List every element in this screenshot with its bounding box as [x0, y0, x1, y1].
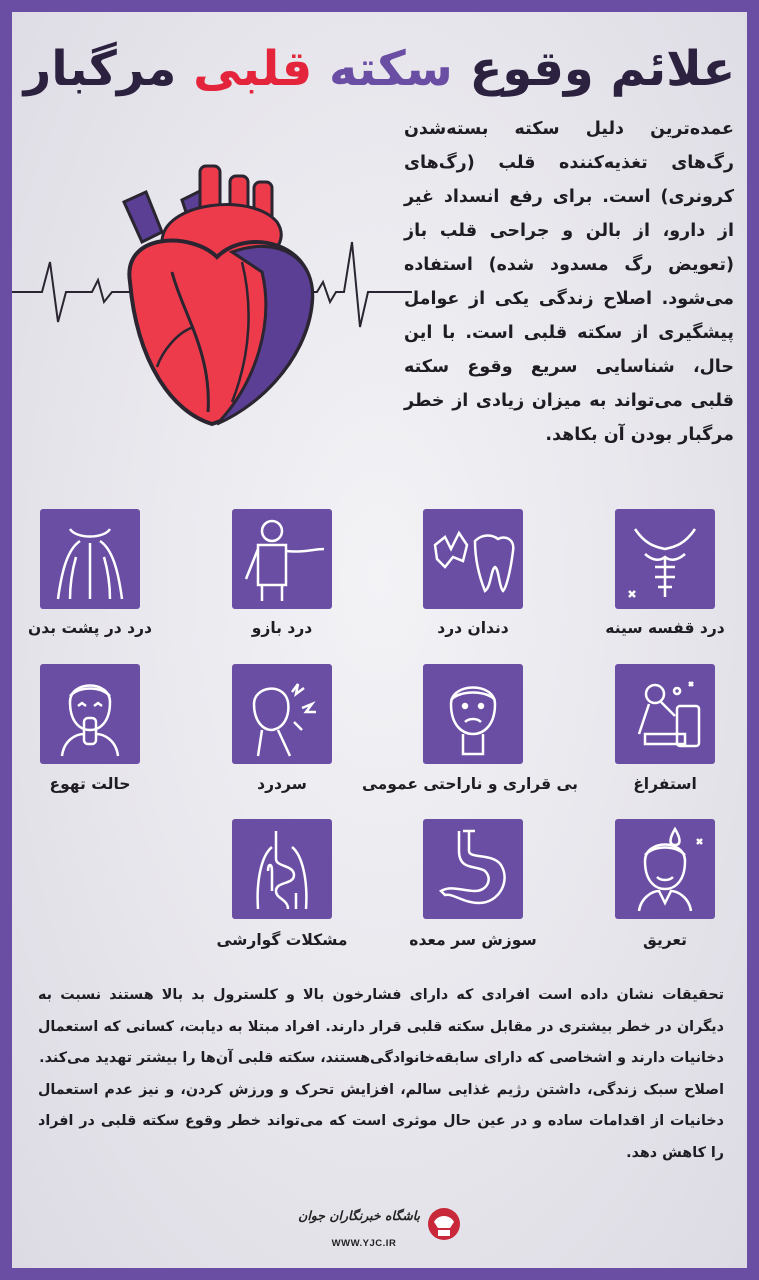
- title-part-3: قلبی: [193, 41, 313, 97]
- symptom-label-sweat: تعریق: [642, 931, 687, 949]
- ecg-line-icon: [12, 262, 130, 322]
- symptom-label-arm: درد بازو: [251, 619, 313, 637]
- arm-icon: [232, 509, 332, 609]
- paragraph-risk-factors: تحقیقات نشان داده است افرادی که دارای فشارخون بالا و کلسترول بد بالا هستند نسبت به دیگران در خطر بیشتری در مقابل سکته قلبی قرار دارند. افراد مبتلا به دیابت، کسانی که استعمال دخانیات دارند و اشخاصی که دارای سابقه‌خانوادگی‌هستند، سکته قلبی آن‌ها را بیشتر تهدید می‌کند.: [38, 987, 724, 1066]
- symptom-label-back: درد در پشت بدن: [28, 619, 152, 637]
- heart-icon: [12, 162, 412, 432]
- symptom-label-digestive: مشکلات گوارشی: [216, 931, 348, 949]
- logo-brand-text: باشگاه خبرنگاران جوان: [298, 1208, 420, 1223]
- symptom-label-restless: بی قراری و ناراحتی عمومی: [362, 775, 578, 793]
- back-icon: [40, 509, 140, 609]
- chest-icon: [615, 509, 715, 609]
- restless-icon: [423, 664, 523, 764]
- symptom-label-tooth: دندان درد: [437, 619, 509, 637]
- heart-illustration: [12, 162, 412, 432]
- symptom-label-headache: سردرد: [257, 775, 307, 793]
- vomit-icon: [615, 664, 715, 764]
- title-part-2: سکته: [329, 41, 453, 97]
- digestive-icon: [232, 819, 332, 919]
- paragraph-lifestyle: اصلاح سبک زندگی، داشتن رژیم غذایی سالم، افزایش تحرک و ورزش کردن، و نیز عدم استعمال دخانیات از اقدامات ساده و در عین حال موثری است که می‌تواند خطر وقوع سکته قلبی در افراد را کاهش دهد.: [38, 1081, 724, 1161]
- sweat-icon: [615, 819, 715, 919]
- stomach-icon: [423, 819, 523, 919]
- intro-paragraph: عمده‌ترین دلیل سکته بسته‌شدن رگ‌های تغذیه‌کننده قلب (رگ‌های کرونری) است. برای رفع انسداد غیر از دارو، از بالن و جراحی قلب باز (تعویض رگ مسدود شده) استفاده می‌شود. اصلاح زندگی یکی از عوامل پیشگیری از سکته قلبی است. با این حال، شناسایی سریع وقوع سکته قلبی می‌تواند به میزان زیادی از خطر مرگبار بودن آن بکاهد.: [404, 119, 734, 445]
- headache-icon: [232, 664, 332, 764]
- body-text: [38, 980, 724, 1169]
- symptom-label-vomit: استفراغ: [633, 775, 697, 793]
- title-part-1: علائم وقوع: [469, 41, 736, 97]
- yjc-logo: [298, 1198, 462, 1260]
- tooth-icon: [423, 509, 523, 609]
- title-part-4: مرگبار: [23, 41, 177, 97]
- logo-url: WWW.YJC.IR: [331, 1238, 397, 1249]
- page-title: [12, 34, 747, 104]
- logo-badge-icon: [426, 1206, 462, 1242]
- nausea-icon: [40, 664, 140, 764]
- symptom-label-stomach: سوزش سر معده: [409, 931, 537, 949]
- symptom-label-chest: درد قفسه سینه: [605, 619, 725, 637]
- infographic-canvas: [12, 12, 747, 1268]
- symptom-label-nausea: حالت تهوع: [49, 775, 131, 793]
